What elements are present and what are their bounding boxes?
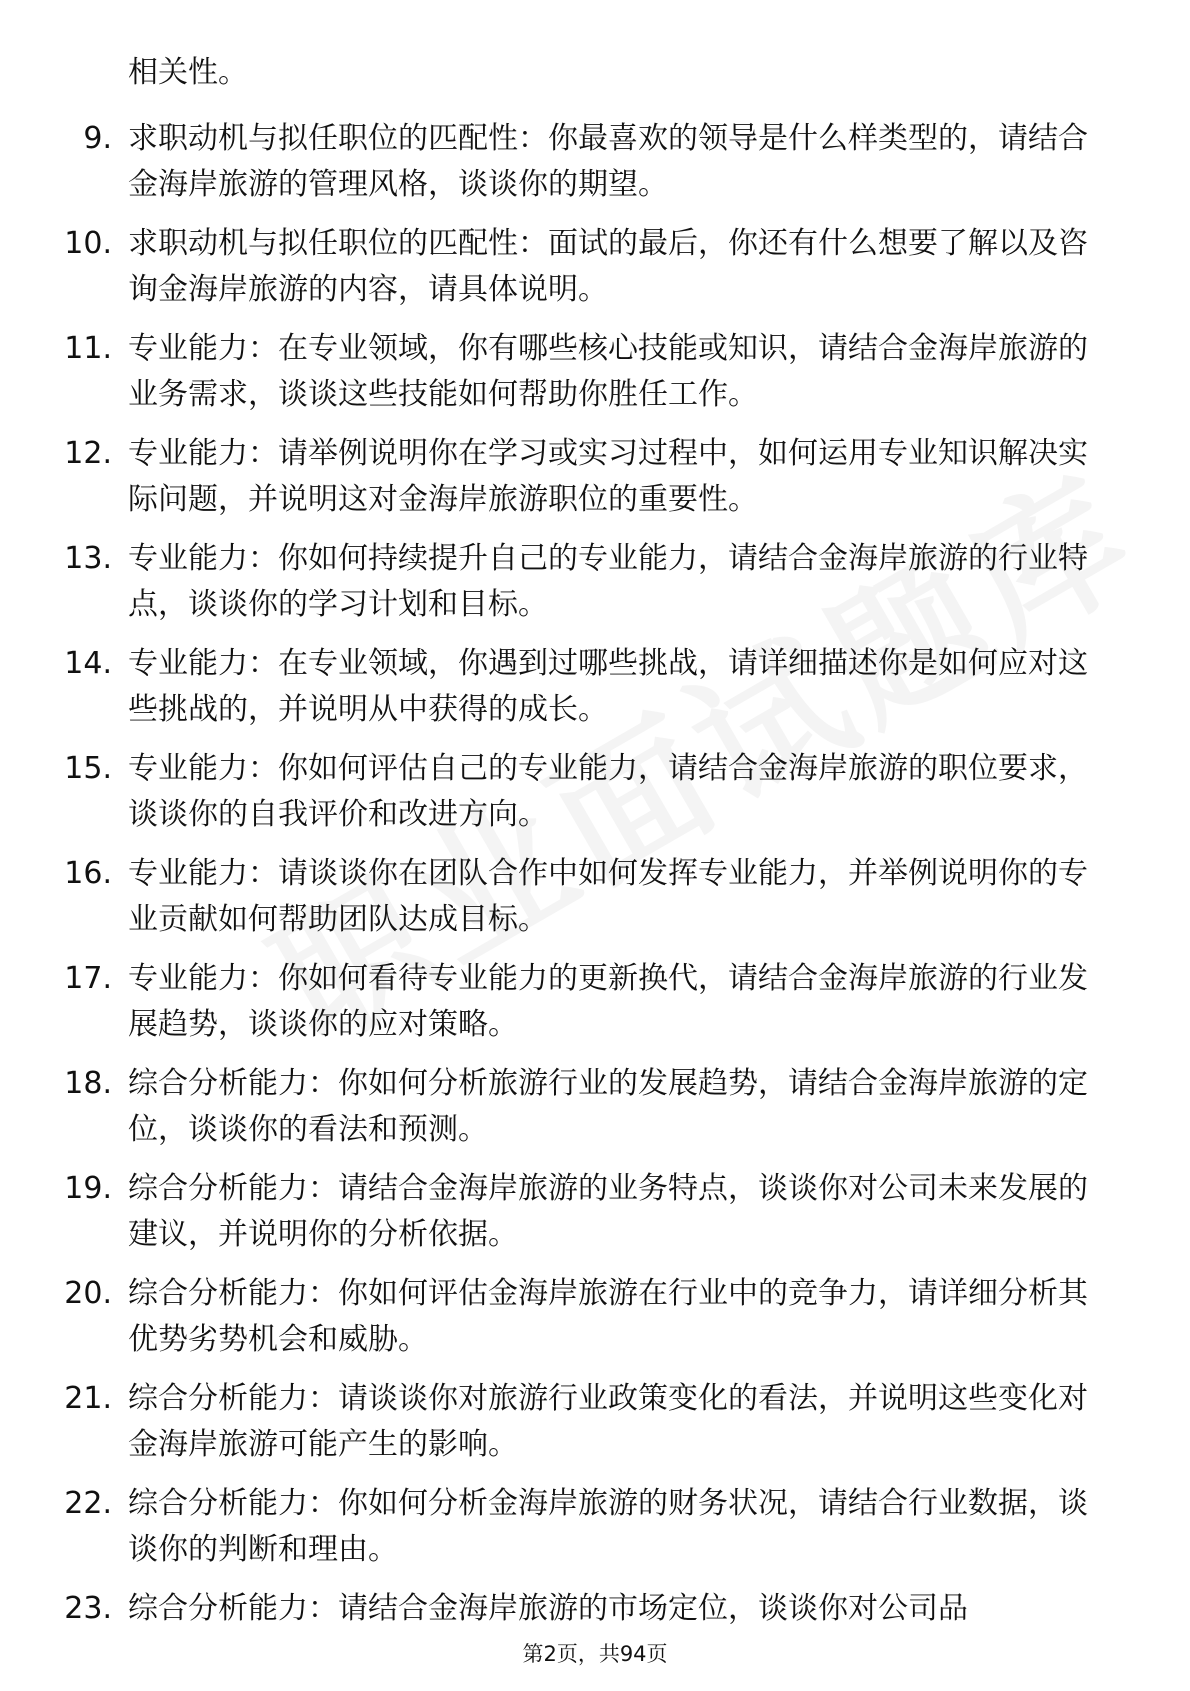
item-number: 19.	[64, 1171, 112, 1206]
item-text: 专业能力：你如何持续提升自己的专业能力，请结合金海岸旅游的行业特点，谈谈你的学习计划和目标。	[128, 541, 1088, 622]
question-list	[0, 116, 1190, 1691]
item-text: 专业能力：在专业领域，你遇到过哪些挑战，请详细描述你是如何应对这些挑战的，并说明从中获得的成长。	[128, 646, 1088, 727]
item-number: 17.	[64, 961, 112, 996]
item-text: 综合分析能力：你如何分析金海岸旅游的财务状况，请结合行业数据，谈谈你的判断和理由。	[128, 1486, 1088, 1567]
item-number: 16.	[64, 856, 112, 891]
item-number: 13.	[64, 541, 112, 576]
item-number: 18.	[64, 1066, 112, 1101]
item-number: 11.	[64, 331, 112, 366]
page-footer: 第2页，共94页	[522, 1642, 668, 1666]
item-text: 专业能力：在专业领域，你有哪些核心技能或知识，请结合金海岸旅游的业务需求，谈谈这些技能如何帮助你胜任工作。	[128, 331, 1088, 412]
item-text: 综合分析能力：请结合金海岸旅游的业务特点，谈谈你对公司未来发展的建议，并说明你的分析依据。	[128, 1171, 1088, 1252]
item-number: 22.	[64, 1486, 112, 1521]
item-text: 专业能力：你如何看待专业能力的更新换代，请结合金海岸旅游的行业发展趋势，谈谈你的应对策略。	[128, 961, 1088, 1042]
item-number: 10.	[64, 226, 112, 261]
item-text: 综合分析能力：你如何分析旅游行业的发展趋势，请结合金海岸旅游的定位，谈谈你的看法和预测。	[128, 1066, 1088, 1147]
list-item	[0, 536, 1190, 641]
item-number: 12.	[64, 436, 112, 471]
list-item	[0, 1166, 1190, 1271]
list-item	[0, 221, 1190, 326]
list-item	[0, 1586, 1190, 1691]
list-item	[0, 326, 1190, 431]
list-item	[0, 1376, 1190, 1481]
list-item	[0, 116, 1190, 221]
item-number: 15.	[64, 751, 112, 786]
item-number: 9.	[83, 121, 112, 156]
item-text: 综合分析能力：请谈谈你对旅游行业政策变化的看法，并说明这些变化对金海岸旅游可能产生的影响。	[128, 1381, 1088, 1462]
item-text: 专业能力：请举例说明你在学习或实习过程中，如何运用专业知识解决实际问题，并说明这对金海岸旅游职位的重要性。	[128, 436, 1088, 517]
item-text: 综合分析能力：请结合金海岸旅游的市场定位，谈谈你对公司品	[128, 1591, 968, 1626]
item-number: 21.	[64, 1381, 112, 1416]
item-text: 求职动机与拟任职位的匹配性：面试的最后，你还有什么想要了解以及咨询金海岸旅游的内容，请具体说明。	[128, 226, 1088, 307]
item-number: 14.	[64, 646, 112, 681]
continuation-text: 相关性。	[128, 55, 248, 90]
item-text: 综合分析能力：你如何评估金海岸旅游在行业中的竞争力，请详细分析其优势劣势机会和威胁。	[128, 1276, 1088, 1357]
list-item	[0, 851, 1190, 956]
list-item	[0, 956, 1190, 1061]
item-text: 求职动机与拟任职位的匹配性：你最喜欢的领导是什么样类型的，请结合金海岸旅游的管理风格，谈谈你的期望。	[128, 121, 1088, 202]
item-number: 23.	[64, 1591, 112, 1626]
list-item	[0, 1271, 1190, 1376]
list-item	[0, 1481, 1190, 1586]
list-item	[0, 641, 1190, 746]
item-text: 专业能力：你如何评估自己的专业能力，请结合金海岸旅游的职位要求，谈谈你的自我评价和改进方向。	[128, 751, 1088, 832]
item-text: 专业能力：请谈谈你在团队合作中如何发挥专业能力，并举例说明你的专业贡献如何帮助团队达成目标。	[128, 856, 1088, 937]
list-item	[0, 746, 1190, 851]
item-number: 20.	[64, 1276, 112, 1311]
list-item	[0, 1061, 1190, 1166]
list-item	[0, 431, 1190, 536]
